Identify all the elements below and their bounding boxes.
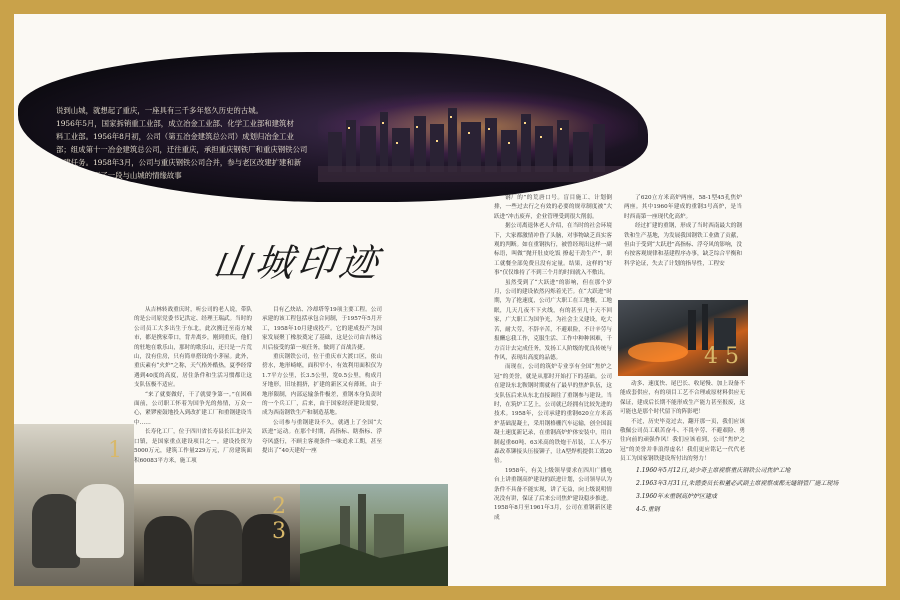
paragraph: 了620立方米高炉两座，58-1型45孔焦炉两座。其中1960年建成的重钢3号高炉，是当时西南第一座现代化高炉。 — [624, 195, 742, 220]
headline-calligraphy: 山城印迹 — [210, 241, 385, 285]
photo-number-4-5: 4 5 — [704, 344, 739, 369]
paragraph: 长寿化工厂，位于四川省长寿县长江北岸关口镇，是国家重点建设项目之一。建设投资为5000万元，建筑工作量229万元，厂房建筑面积60083平方米，施工项 — [134, 429, 252, 464]
text-column-4 — [624, 194, 742, 269]
skyline-illustration — [318, 82, 638, 182]
paragraph: 虽然受到了“大跃进”的影响，但在那个岁月，公司的建设依然闪烁着光芒。在“大跃进”时期，为了抢速度，公司广大职工在工地餐，工地眠，几天几夜不下火线，有的甚至几十天不回家，广大职工为国争光，为社会主义建设，吃大苦，耐大劳，不辞辛苦，不避艰险，不计辛劳与报酬忘我工作，克服生活、工作中种种困难，千方百计去完成任务，发扬工人阶级的优良传统与作风，表现出高度的品德。 — [494, 279, 612, 361]
text-column-5 — [620, 380, 745, 465]
paragraph: 据公司离退休老人介绍，在当时的社会环境下，大家都激情冲昏了头脑，对事物缺乏真实客观的判断。如在重钢执行，被曾经现出这样一副标语，叫做“抛开肚皮吃饭 撩起干劲生产”，职工就餐全部免费且没有定量。结果，这样的“好事”仅仅维持了不到三个月的时间就入不敷出。 — [494, 223, 612, 277]
paragraph: 从吉林转战重庆时，听公司的老人说，带队的是公司原党委书记洪定、经理王瑞武。当时的公司员工大多出生于东北，此次搬迁至南方城市，都是携家带口，背井离乡，刚到重庆，他们的驻地在歌乐山，那时的歌乐山，还只是一片荒山，没有住房，只有简单搭设的小茅屋。此外，重庆素有“火炉”之称，天气格外酷热，夏季经常遇到40度的高度，居住条件和生活习惯都让这支队伍极不适应。 — [134, 307, 252, 389]
photo-captions — [636, 464, 839, 516]
person-figure — [194, 510, 242, 584]
banner-line: 料工业部。1956年8月初，公司（第五冶金建筑总公司）成划归冶金工业 — [56, 132, 294, 141]
banner-line: 扩建任务。1958年3月，公司与重庆钢铁公司合并，参与老区改建扩建和新 — [56, 158, 302, 167]
banner-line: 说到山城，就想起了重庆，一座具有三千多年悠久历史的古城。 — [56, 106, 263, 115]
caption-4-5: 4-5.重钢 — [636, 506, 660, 513]
city-night-banner — [18, 52, 648, 202]
paragraph: 动多、速度快、尾巴长、收尾慢、加上设备不能成套供应，有的项目工艺不合理或原材料供应无保证，建成后长期不能形成生产能力甚至报废，这可能也是那个时代留下的阵影吧！ — [620, 381, 745, 416]
text-column-3 — [494, 194, 612, 523]
paragraph: 重庆钢铁公司，位于重庆市大渡口区，依山傍水，地形崎岖，面积窄小，有效利用面积仅为1.7平方公里，长3.5公里，宽0.5公里，构成月牙地形，旧址拥挤，扩建的新区又有薄斑，由于地形限制，内部运输条件极差，重钢本身负责时的一个兵工厂，后来，由于国家经济建设需要，成为西南钢铁生产和制造基地。 — [262, 354, 382, 417]
historical-photo-3 — [300, 484, 448, 586]
banner-intro-text — [56, 104, 356, 182]
paragraph: “来了就要做好，干了就要争第一。”在困难面前，公司职工怀着为国争光的热情，万众一心，紧锣密鼓地投入到改扩建工厂和重钢建设当中…… — [134, 391, 252, 426]
paragraph: 公司参与重钢建设不久，就遇上了全国“大跃进”运动。在那个时期，高指标、瞎指标、浮夸风盛行，不顾主客观条件一味追求工期，甚至提出了“40天建好一座 — [262, 419, 382, 455]
banner-line: 1956年5月，国家拆销重工业部，成立冶金工业部、化学工业部和建筑材 — [56, 119, 294, 128]
banner-line: 区建设，留下了一段与山城的情缘故事 — [56, 171, 182, 180]
person-figure — [144, 516, 192, 586]
paragraph: 钢厂的”的荒唐口号。盲目施工、计划倒排，一些过去行之有效的必要的规章制度被“大跃进”冲击废弃，企业管理受到很大削弱。 — [494, 195, 612, 220]
construction-site-illustration — [300, 484, 448, 586]
photo-number-2-3: 2 3 — [272, 494, 286, 544]
magazine-page — [14, 14, 886, 586]
paragraph: 1958年，有关上级领导要求在四川广播电台上讲重钢高炉建设的跃进计划，公司领导认为条件不具备不能实现，讲了无益，向上级说明情况没有讲，保证了后来公司焦炉建设稳步推进。1958年8月至1961年3月，公司在重钢新区建成 — [494, 467, 612, 521]
person-figure — [32, 494, 80, 568]
banner-line: 部；组成第十一冶金建筑总公司，迁往重庆，承担重庆钢铁厂和重庆钢铁公司 — [56, 145, 308, 154]
caption-3: 3.1960年末重钢高炉炉区建成 — [636, 493, 717, 500]
steel-plant-photo — [618, 300, 748, 376]
caption-2: 2.1963年3月31日,朱德委员长和董必武副主席视察成都无缝钢管厂施工现场 — [636, 480, 839, 487]
paragraph: 而现在，公司的筑炉专业享有全国“焦炉之冠”的美誉，就是从那时开始打下的基础。公司在建设东北鞍钢时期就有了最早的焦炉队伍，这支队伍后来从东北直接调往了重钢参与建设。当时，在筑炉工艺上，公司就已经拥有比较先进的技术。1958年，公司承建的重钢620立方米高炉基础混凝土，采用钢格栅汽车运输，创全国混凝土速度新记录，在重钢高炉炉体安装中，用自制起重60吨、63米高的铁炮干吊装，工人李万森改革铆接头压接铆子，让A型焊机提供工效20倍。 — [494, 364, 612, 465]
historical-photo-2 — [134, 484, 300, 586]
text-column-1 — [134, 306, 252, 466]
historical-photo-1 — [14, 424, 134, 586]
paragraph: 目有乙炔站、冷却塔等19项主要工程。公司承建的该工程包括承包合同制，于1957年5月开工，1958年10月建成投产。它的建成投产为国家发展聚丁橡胶奠定了基础，这是公司由吉林远川后接受的第一项任务，做到了首战告捷。 — [262, 307, 382, 351]
paragraph: 经过扩建的重钢，形成了当时西南最大的钢铁和生产基地，为发展我国钢铁工业做了贡献，但由于受到“大跃进”高指标、浮夸风的影响，没有按客观规律和基建程序办事，缺乏综合平衡和科学论证，失去了计划的指导性，工程安 — [624, 223, 742, 267]
text-column-2 — [262, 306, 382, 457]
person-figure — [76, 484, 124, 558]
paragraph: 不过，历史毕竟过去，翻开那一页，我们应该敬佩公司员工艰苦奋斗、不畏辛劳、不避艰险、勇往向前的顽强作风！我们应该看到，公司“焦炉之冠”的美誉并非浪得虚名！我们更应铭记一代代老员工为国家钢铁建设所付出的努力！ — [620, 418, 745, 463]
caption-1: 1.1960年5月12日,刘少奇主席视察重庆钢铁公司焦炉工地 — [636, 467, 791, 474]
photo-number-1: 1 — [108, 438, 122, 463]
